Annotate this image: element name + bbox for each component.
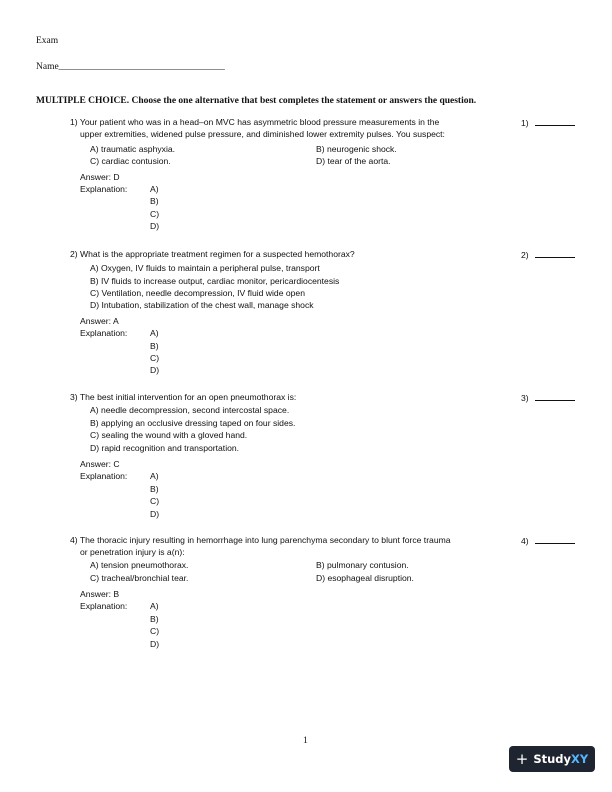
exam-label: Exam	[36, 36, 59, 46]
option-c: C) cardiac contusion.	[90, 156, 171, 166]
explanation-a: A)	[150, 601, 159, 611]
question-line: or penetration injury is a(n):	[80, 547, 185, 558]
option-c: C) sealing the wound with a gloved hand.	[90, 430, 248, 440]
explanation-d: D)	[150, 639, 160, 649]
question-line: 3) The best initial intervention for an open pneumothorax is:	[70, 392, 297, 402]
page-number: 1	[303, 736, 308, 746]
answer-slot-number: 2)	[521, 250, 529, 260]
option-a: A) tension pneumothorax.	[90, 560, 189, 570]
option-b: B) applying an occlusive dressing taped on four sides.	[90, 418, 296, 428]
question-text	[70, 248, 510, 260]
explanation-label: Explanation:	[80, 601, 128, 611]
option-d: D) Intubation, stabilization of the chest wall, manage shock	[90, 300, 314, 310]
question-text	[70, 534, 510, 559]
option-b: B) neurogenic shock.	[316, 144, 397, 154]
option-a: A) Oxygen, IV fluids to maintain a peripheral pulse, transport	[90, 263, 320, 273]
explanation-b: B)	[150, 484, 159, 494]
question-line: 2) What is the appropriate treatment regimen for a suspected hemothorax?	[70, 249, 355, 259]
explanation-b: B)	[150, 341, 159, 351]
section-instructions: MULTIPLE CHOICE. Choose the one alternative that best completes the statement or answers the question.	[36, 96, 477, 106]
answer-slot	[521, 534, 575, 547]
question-text	[70, 391, 510, 403]
badge-prefix: Study	[533, 752, 572, 766]
answer-slot-number: 1)	[521, 118, 529, 128]
answer-line: Answer: A	[80, 316, 119, 326]
explanation-b: B)	[150, 614, 159, 624]
option-c: C) Ventilation, needle decompression, IV fluid wide open	[90, 288, 305, 298]
plus-icon: +	[515, 749, 529, 768]
answer-blank	[535, 391, 575, 401]
explanation-d: D)	[150, 365, 160, 375]
option-d: D) esophageal disruption.	[316, 573, 414, 583]
answer-slot-number: 3)	[521, 393, 529, 403]
question-line: 4) The thoracic injury resulting in hemorrhage into lung parenchyma secondary to blunt force trauma	[70, 535, 451, 545]
option-c: C) tracheal/bronchial tear.	[90, 573, 189, 583]
explanation-c: C)	[150, 496, 160, 506]
answer-line: Answer: C	[80, 459, 120, 469]
explanation-a: A)	[150, 471, 159, 481]
answer-slot	[521, 391, 575, 404]
explanation-b: B)	[150, 196, 159, 206]
explanation-a: A)	[150, 184, 159, 194]
explanation-label: Explanation:	[80, 184, 128, 194]
name-field-line: Name___________________________________	[36, 62, 225, 72]
explanation-d: D)	[150, 221, 160, 231]
explanation-c: C)	[150, 209, 160, 219]
option-a: A) traumatic asphyxia.	[90, 144, 176, 154]
option-d: D) tear of the aorta.	[316, 156, 391, 166]
answer-slot-number: 4)	[521, 536, 529, 546]
answer-blank	[535, 116, 575, 126]
option-a: A) needle decompression, second intercostal space.	[90, 405, 290, 415]
explanation-a: A)	[150, 328, 159, 338]
explanation-d: D)	[150, 509, 160, 519]
explanation-label: Explanation:	[80, 328, 128, 338]
badge-text	[533, 752, 588, 766]
question-line: 1) Your patient who was in a head–on MVC has asymmetric blood pressure measurements in the	[70, 117, 440, 127]
option-b: B) IV fluids to increase output, cardiac monitor, pericardiocentesis	[90, 276, 340, 286]
option-b: B) pulmonary contusion.	[316, 560, 409, 570]
studyxy-badge[interactable]	[509, 746, 595, 772]
question-line: upper extremities, widened pulse pressure, and diminished lower extremity pulses. You suspect:	[80, 129, 445, 140]
answer-blank	[535, 248, 575, 258]
explanation-c: C)	[150, 353, 160, 363]
answer-line: Answer: B	[80, 589, 120, 599]
answer-slot	[521, 248, 575, 261]
answer-line: Answer: D	[80, 172, 120, 182]
option-d: D) rapid recognition and transportation.	[90, 443, 240, 453]
badge-suffix: XY	[571, 752, 589, 766]
explanation-label: Explanation:	[80, 471, 128, 481]
answer-blank	[535, 534, 575, 544]
answer-slot	[521, 116, 575, 129]
question-text	[70, 116, 510, 141]
explanation-c: C)	[150, 626, 160, 636]
